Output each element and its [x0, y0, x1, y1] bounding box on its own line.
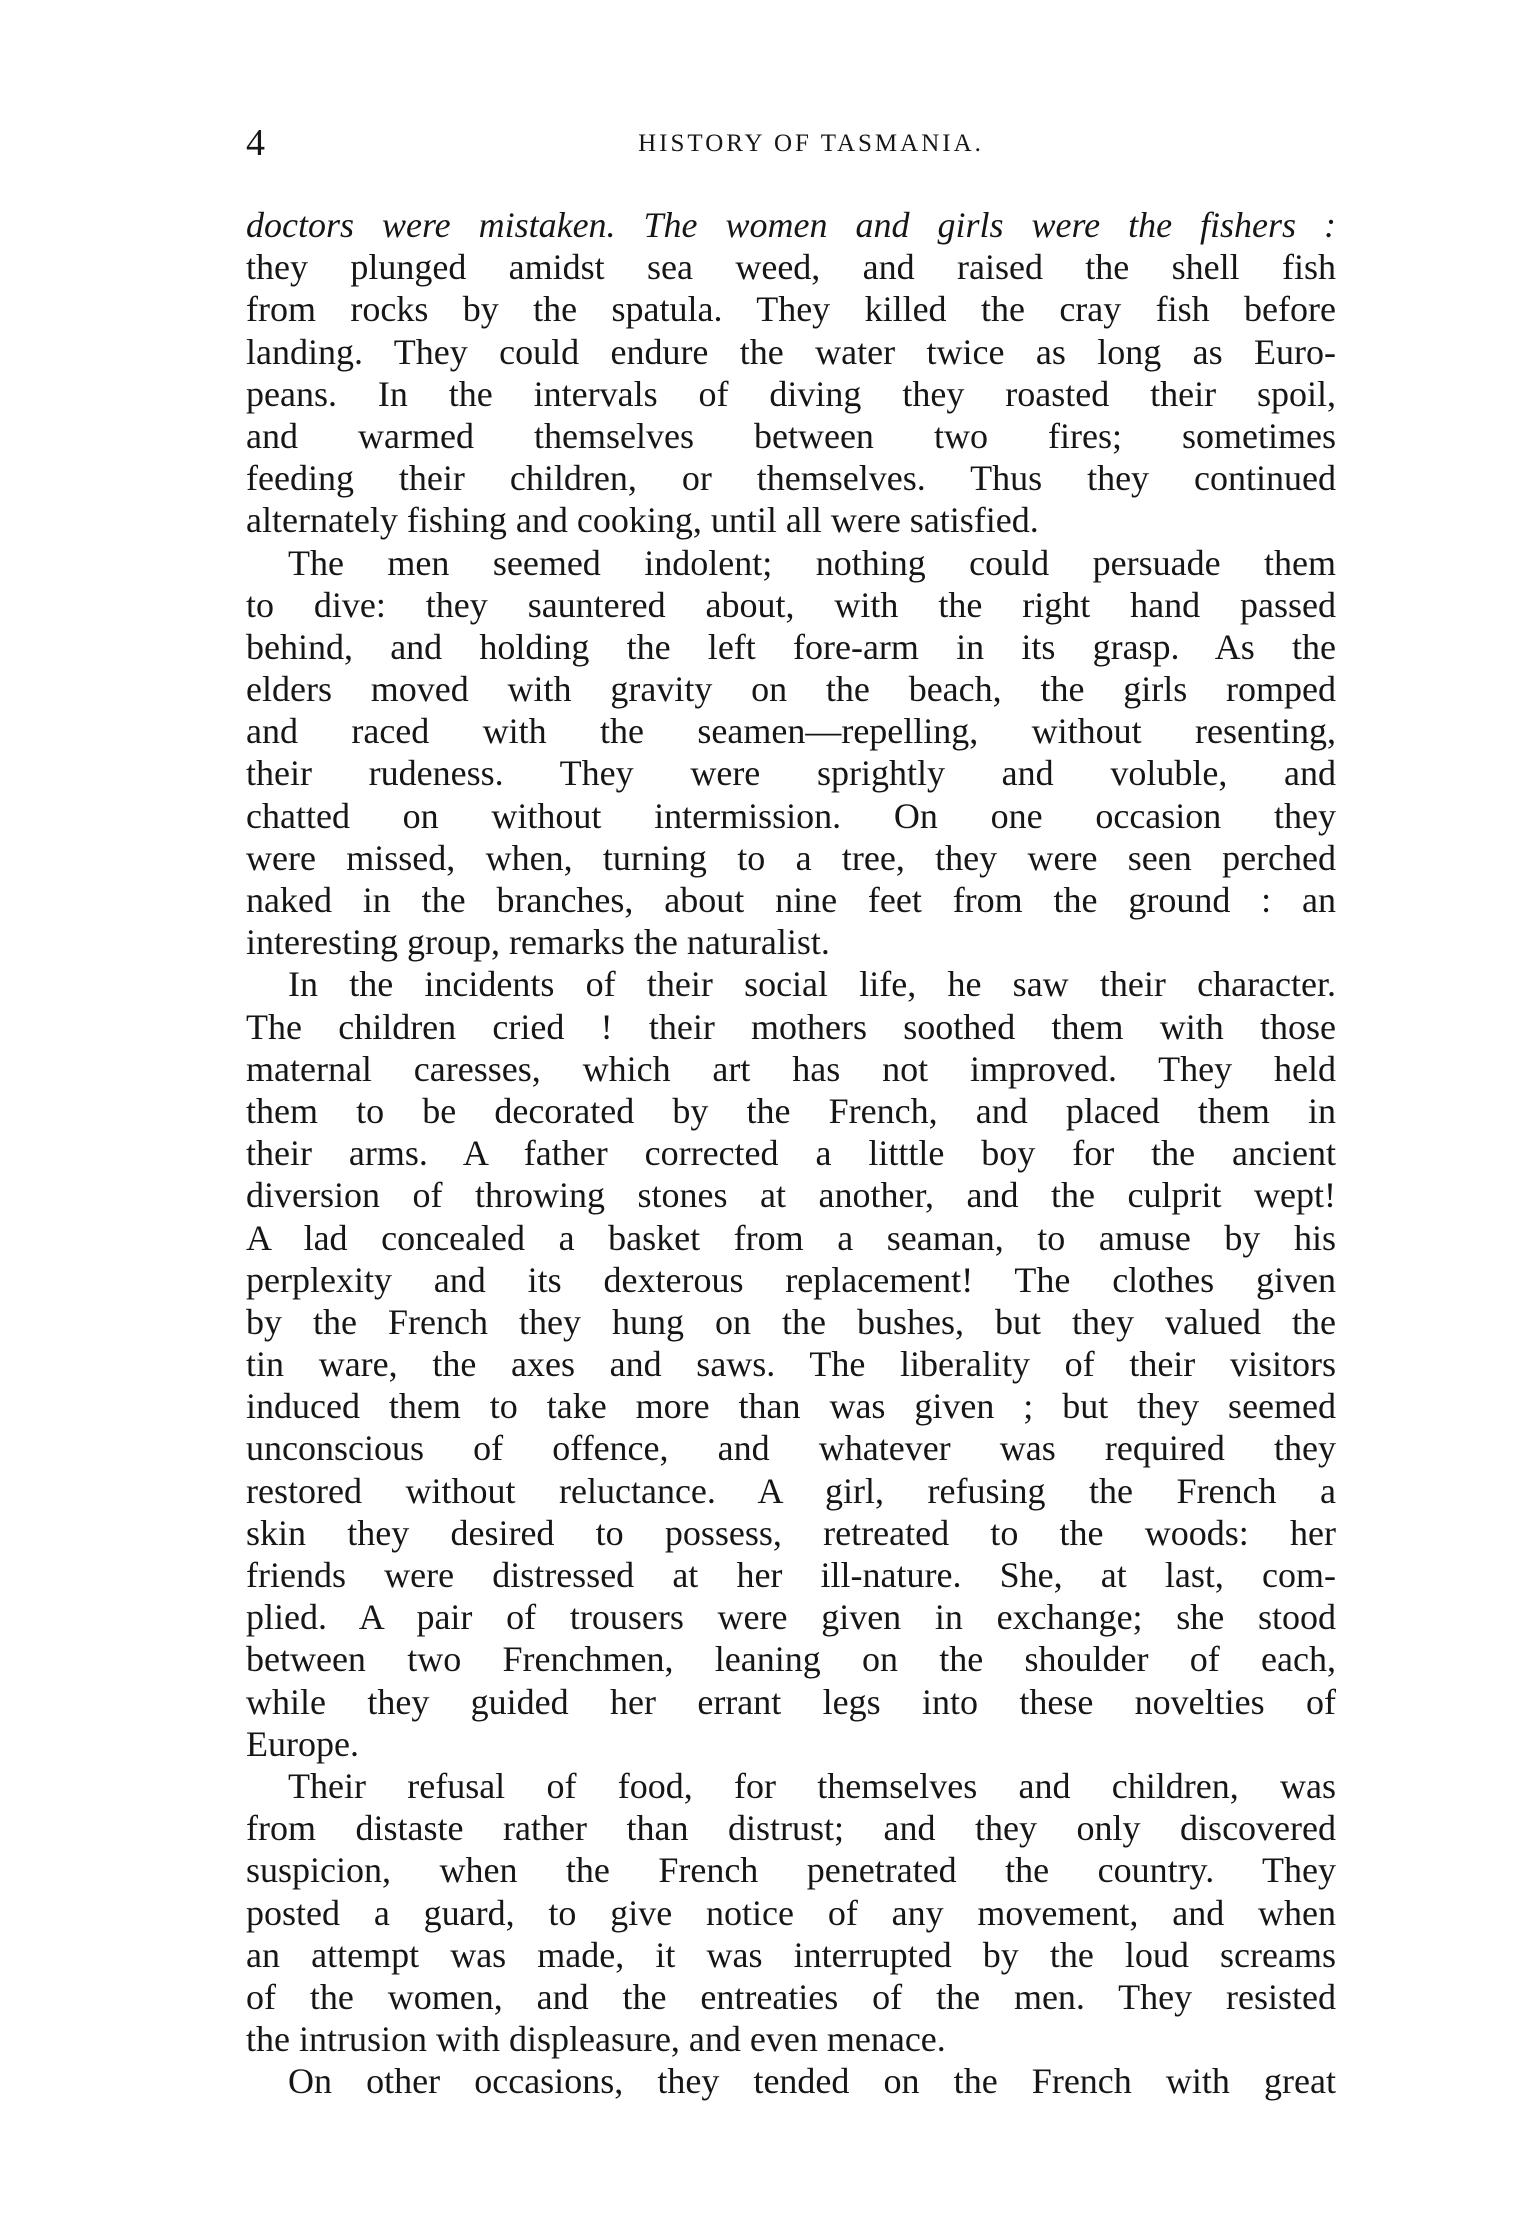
text-line: unconscious of offence, and whatever was required they — [246, 1428, 1336, 1469]
text-line: an attempt was made, it was interrupted by the loud screams — [246, 1934, 1336, 1975]
text-line: Their refusal of food, for themselves and children, was — [288, 1765, 1336, 1806]
text-line: tin ware, the axes and saws. The liberality of their visitors — [246, 1344, 1336, 1385]
text-line: perplexity and its dexterous replacement! The clothes given — [246, 1259, 1336, 1300]
text-line: suspicion, when the French penetrated the country. They — [246, 1850, 1336, 1891]
text-line: by the French they hung on the bushes, but they valued the — [246, 1301, 1336, 1342]
text-line: they plunged amidst sea weed, and raised the shell fish — [246, 247, 1336, 288]
text-line: A lad concealed a basket from a seaman, to amuse by his — [246, 1217, 1336, 1258]
text-line: and raced with the seamen—repelling, without resenting, — [246, 711, 1336, 752]
text-line: maternal caresses, which art has not improved. They held — [246, 1048, 1336, 1089]
text-line: plied. A pair of trousers were given in exchange; she stood — [246, 1597, 1336, 1638]
text-line: doctors were mistaken. The women and girls were the fishers : — [246, 205, 1336, 245]
text-line: of the women, and the entreaties of the men. They resisted — [246, 1976, 1336, 2017]
text-line: Europe. — [246, 1723, 359, 1764]
text-line: On other occasions, they tended on the French with great — [288, 2061, 1336, 2102]
running-head — [246, 118, 1336, 168]
text-line: chatted on without intermission. On one occasion they — [246, 795, 1336, 836]
text-line: In the incidents of their social life, he saw their character. — [288, 964, 1336, 1005]
text-line: landing. They could endure the water twice as long as Euro- — [246, 331, 1336, 372]
text-line: their arms. A father corrected a litttle boy for the ancient — [246, 1133, 1336, 1174]
text-line: and warmed themselves between two fires; sometimes — [246, 415, 1336, 456]
text-line: naked in the branches, about nine feet from the ground : an — [246, 880, 1336, 920]
text-line: while they guided her errant legs into these novelties of — [246, 1681, 1336, 1722]
text-line: posted a guard, to give notice of any movement, and when — [246, 1892, 1336, 1933]
text-line: restored without reluctance. A girl, refusing the French a — [246, 1470, 1336, 1511]
text-line: The children cried ! their mothers soothed them with those — [246, 1006, 1336, 1047]
text-line: feeding their children, or themselves. Thus they continued — [246, 458, 1336, 499]
text-line: between two Frenchmen, leaning on the shoulder of each, — [246, 1639, 1336, 1680]
text-line: were missed, when, turning to a tree, they were seen perched — [246, 837, 1336, 878]
text-line: from distaste rather than distrust; and they only discovered — [246, 1808, 1336, 1849]
text-line: peans. In the intervals of diving they roasted their spoil, — [246, 373, 1336, 414]
text-line: them to be decorated by the French, and placed them in — [246, 1090, 1336, 1131]
body-text — [246, 204, 1336, 2102]
text-line: interesting group, remarks the naturalist. — [246, 922, 830, 963]
text-line: friends were distressed at her ill-nature. She, at last, com- — [246, 1555, 1336, 1595]
text-line: elders moved with gravity on the beach, the girls romped — [246, 669, 1336, 710]
text-line: induced them to take more than was given ; but they seemed — [246, 1386, 1336, 1427]
text-line: skin they desired to possess, retreated to the woods: her — [246, 1512, 1336, 1553]
text-line: The men seemed indolent; nothing could persuade them — [288, 542, 1336, 583]
text-line: alternately fishing and cooking, until all were satisfied. — [246, 500, 1039, 541]
page-number: 4 — [246, 122, 265, 164]
running-title: HISTORY OF TASMANIA. — [638, 130, 984, 157]
text-line: the intrusion with displeasure, and even menace. — [246, 2019, 946, 2060]
text-line: their rudeness. They were sprightly and voluble, and — [246, 753, 1336, 794]
text-line: from rocks by the spatula. They killed the cray fish before — [246, 289, 1336, 330]
text-line: to dive: they sauntered about, with the right hand passed — [246, 584, 1336, 625]
text-line: diversion of throwing stones at another, and the culprit wept! — [246, 1175, 1336, 1216]
text-line: behind, and holding the left fore-arm in its grasp. As the — [246, 626, 1336, 667]
